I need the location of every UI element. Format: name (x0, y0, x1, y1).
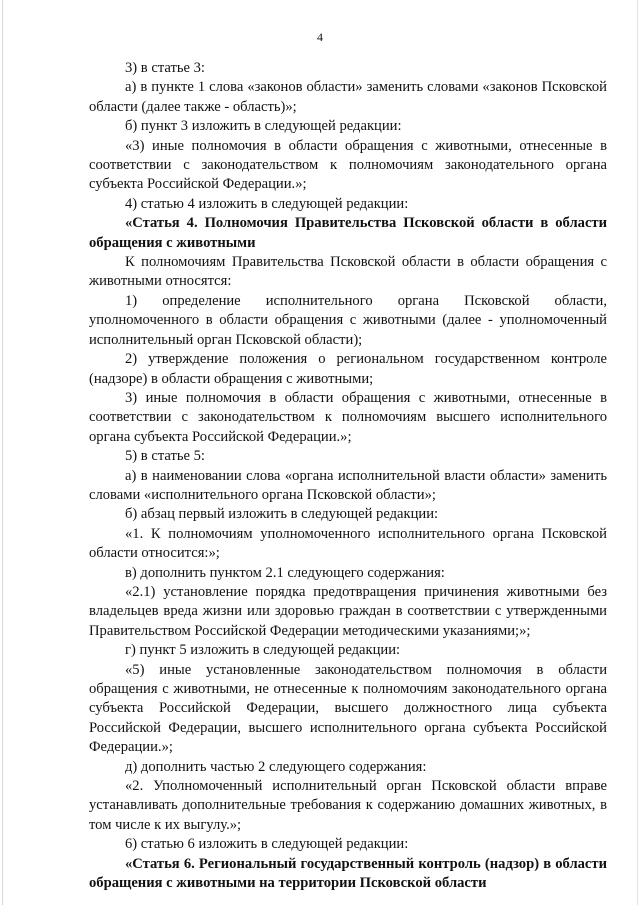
body-paragraph: «2.1) установление порядка предотвращения причинения животными без владельцев вреда жизни или здоровью граждан в соответствии с утвержденными Правительством Российской Федерации методическими указаниями;»; (89, 583, 607, 639)
page-number: 4 (317, 30, 323, 44)
body-paragraph: 2) утверждение положения о региональном государственном контроле (надзоре) в области обращения с животными; (89, 351, 607, 387)
body-paragraph: «2. Уполномоченный исполнительный орган Псковской области вправе устанавливать дополнительные требования к содержанию домашних животных, в том числе к их выгулу.»; (89, 778, 607, 833)
body-paragraph: б) пункт 3 изложить в следующей редакции: (125, 118, 402, 135)
page-scan-edge-left (2, 0, 3, 905)
article-heading-paragraph: «Статья 4. Полномочия Правительства Псковской области в области обращения с животными (89, 215, 607, 251)
body-paragraph: 3) в статье 3: (125, 60, 205, 76)
body-paragraph: 5) в статье 5: (125, 448, 205, 465)
body-paragraph: б) абзац первый изложить в следующей редакции: (125, 506, 439, 523)
body-paragraph: а) в пункте 1 слова «законов области» заменить словами «законов Псковской области (далее также - область)»; (89, 79, 607, 115)
body-paragraph: 6) статью 6 изложить в следующей редакции: (125, 836, 409, 853)
body-paragraph: «5) иные установленные законодательством полномочия в области обращения с животными, не отнесенные к полномочиям законодательного органа субъекта Российской Федерации, высшего должностного лица субъекта Российской Федерации, высшего исполнительного органа субъекта Российской Федерации.»; (89, 661, 607, 756)
body-paragraph: д) дополнить частью 2 следующего содержания: (125, 758, 427, 775)
article-heading-paragraph: «Статья 6. Региональный государственный контроль (надзор) в области обращения с животными на территории Псковской области (89, 855, 607, 892)
page-scan-edge-right (637, 0, 638, 905)
body-paragraph: в) дополнить пунктом 2.1 следующего содержания: (125, 564, 445, 581)
body-paragraph: 1) определение исполнительного органа Псковской области, уполномоченного в области обращения с животными (далее - уполномоченный исполнительный орган Псковской области); (89, 292, 607, 348)
body-paragraph: К полномочиям Правительства Псковской области в области обращения с животными относятся: (89, 254, 607, 290)
body-paragraph: «1. К полномочиям уполномоченного исполнительного органа Псковской области относится:»; (89, 525, 607, 562)
body-paragraph: «3) иные полномочия в области обращения с животными, отнесенные в соответствии с законодательством к полномочиям законодательного органа субъекта Российской Федерации.»; (89, 137, 607, 193)
body-paragraph: а) в наименовании слова «органа исполнительной власти области» заменить словами «исполнительного органа Псковской области»; (89, 467, 607, 503)
document-body (89, 59, 607, 893)
body-paragraph: 3) иные полномочия в области обращения с животными, отнесенные в соответствии с законодательством к полномочиям высшего исполнительного органа субъекта Российской Федерации.»; (89, 389, 607, 445)
body-paragraph: 4) статью 4 изложить в следующей редакции: (125, 195, 409, 212)
body-paragraph: г) пункт 5 изложить в следующей редакции: (125, 642, 401, 659)
